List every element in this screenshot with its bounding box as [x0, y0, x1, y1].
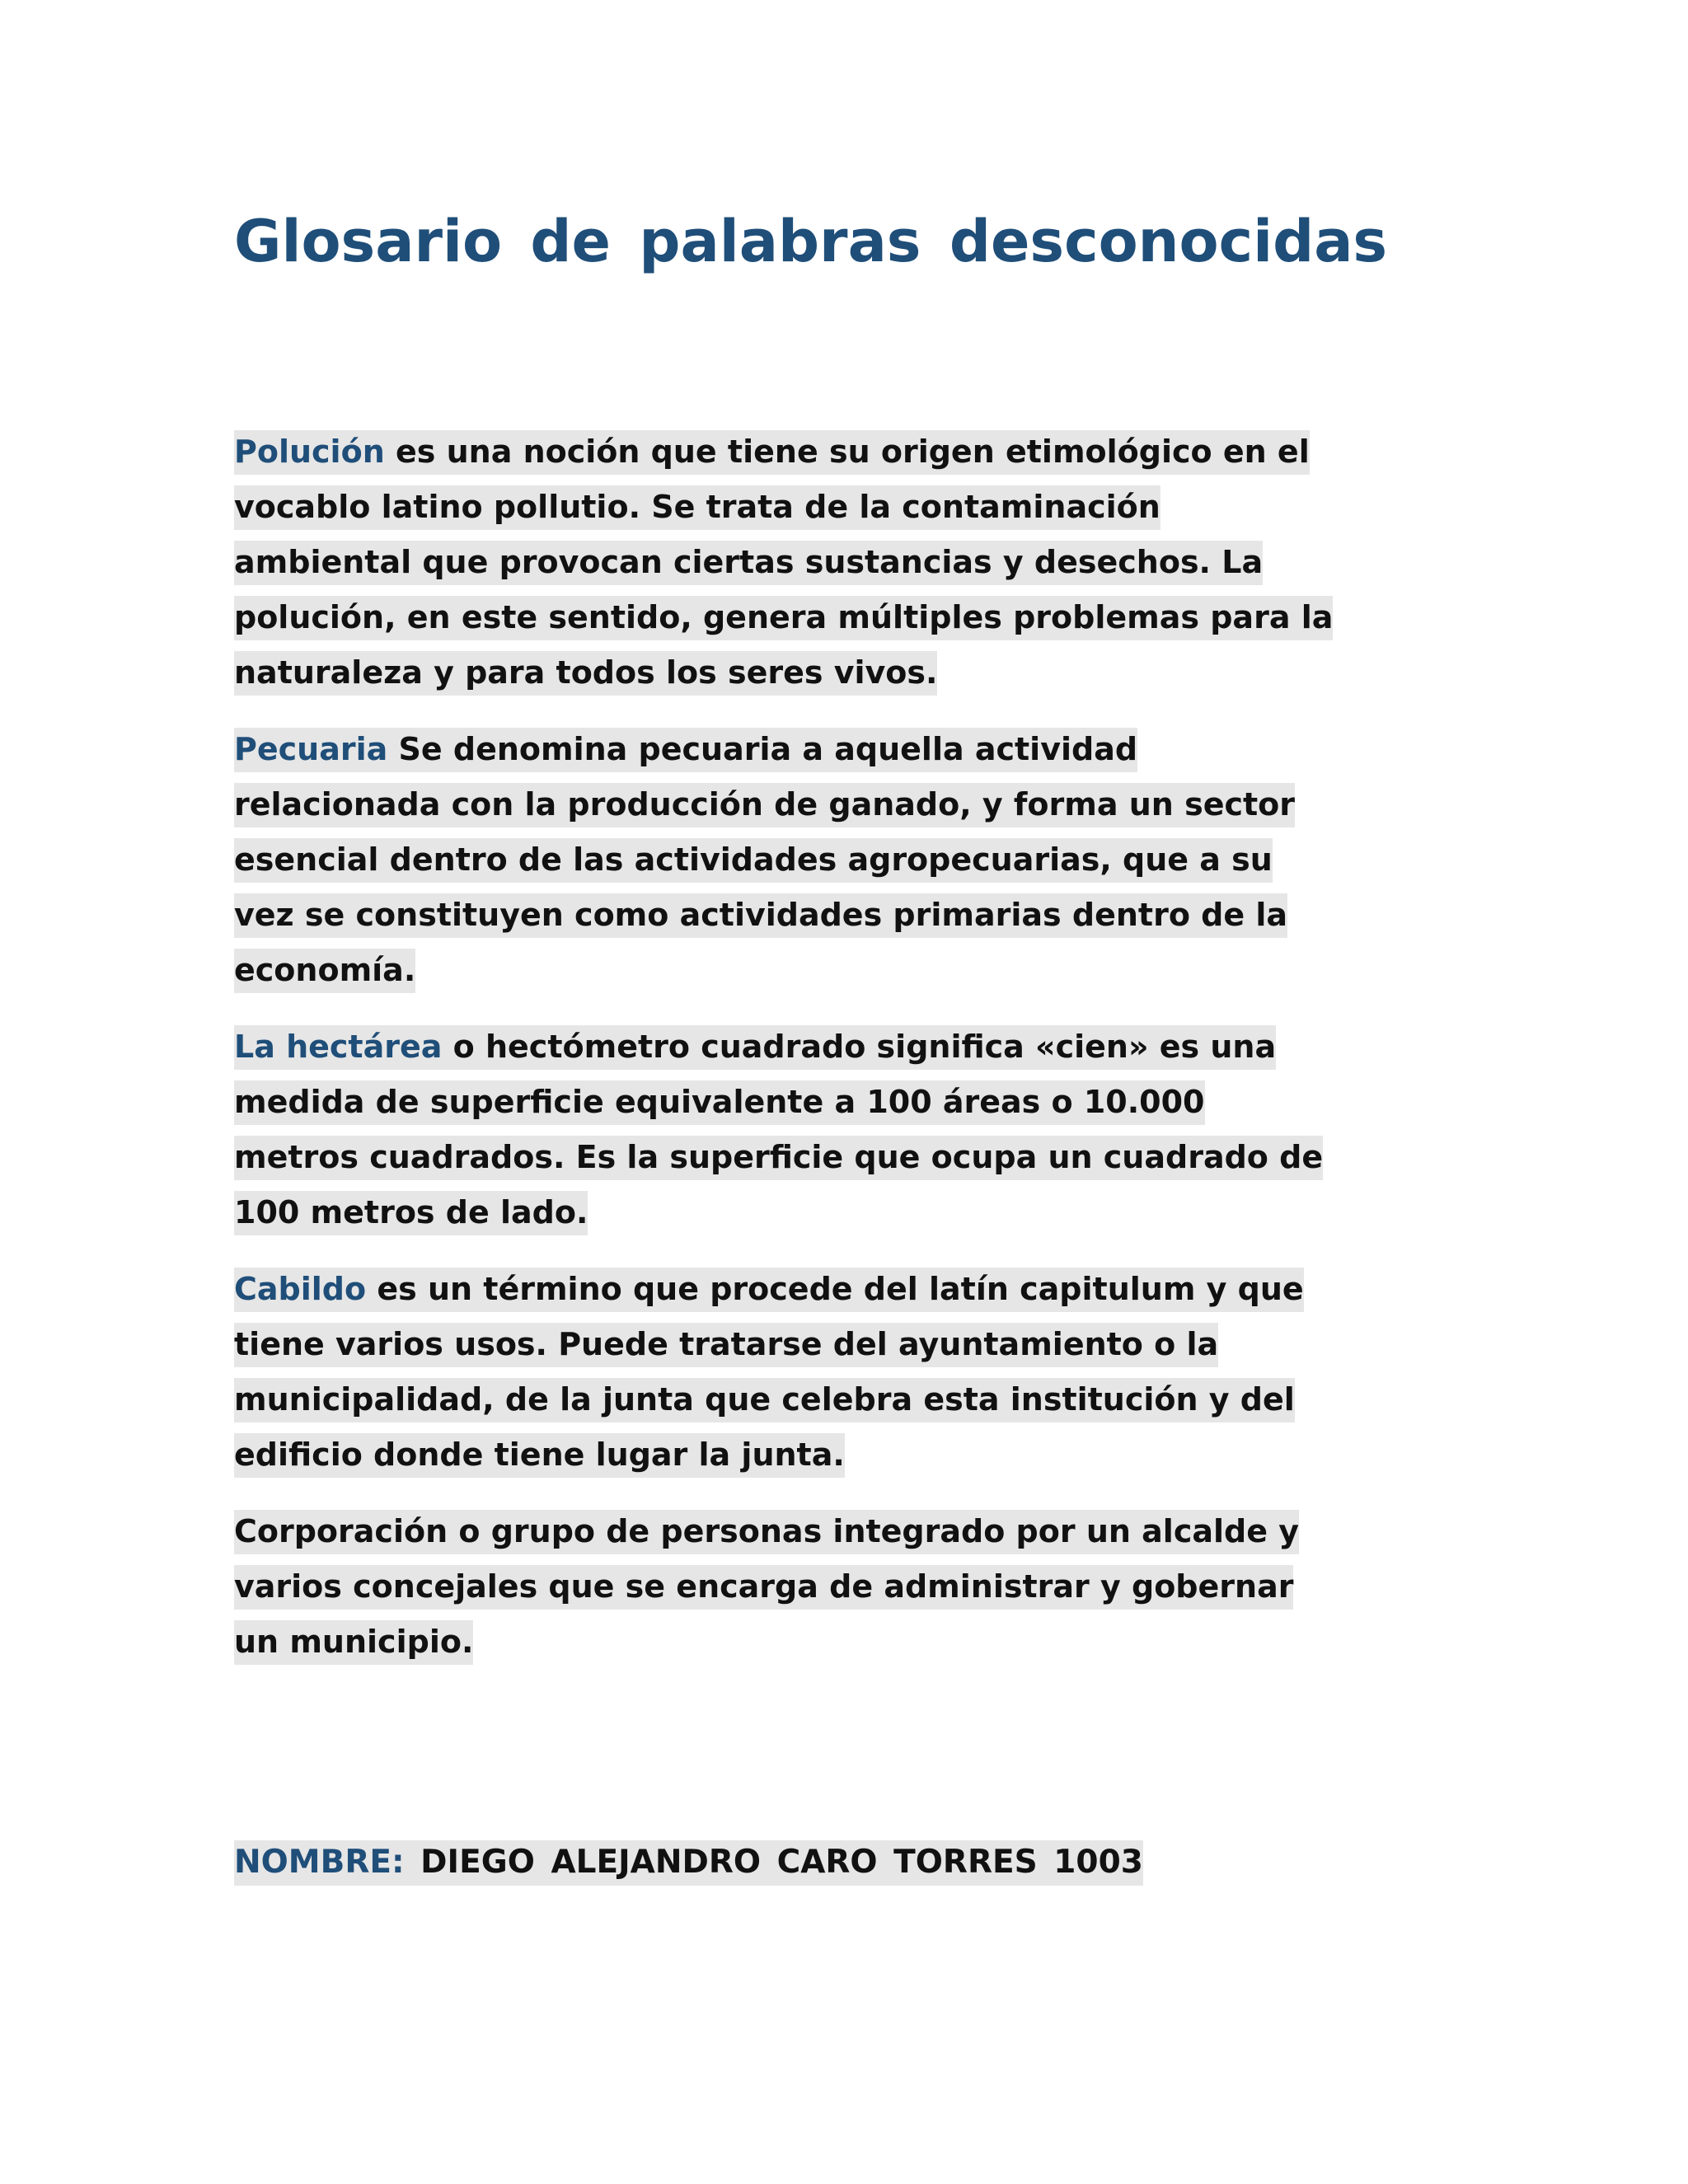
glossary-entry-cabildo — [234, 1262, 1454, 1483]
definition-text: 100 metros de lado. — [234, 1191, 588, 1235]
entry-line — [234, 832, 1454, 888]
definition-text: Se denomina pecuaria a aquella actividad — [387, 731, 1138, 767]
glossary-term: La hectárea — [234, 1029, 443, 1065]
glossary-term: Cabildo — [234, 1271, 367, 1307]
definition-text: es un término que procede del latín capitulum y que — [366, 1271, 1304, 1307]
definition-text: polución, en este sentido, genera múltiples problemas para la — [234, 596, 1333, 640]
entry-line — [234, 1559, 1454, 1615]
definition-text: un municipio. — [234, 1620, 473, 1665]
page-title: Glosario de palabras desconocidas — [234, 208, 1388, 275]
entry-line — [234, 1427, 1454, 1483]
entry-line — [234, 1317, 1454, 1372]
entry-line — [234, 480, 1454, 535]
entry-line — [234, 1262, 1454, 1317]
entry-line — [234, 535, 1454, 590]
definition-text: Corporación o grupo de personas integrado por un alcalde y — [234, 1510, 1299, 1554]
definition-text: varios concejales que se encarga de administrar y gobernar — [234, 1565, 1293, 1610]
definition-text: ambiental que provocan ciertas sustancias y desechos. La — [234, 541, 1263, 585]
glossary-term: Polución — [234, 434, 385, 470]
entry-line — [234, 590, 1454, 645]
entry-line — [234, 1019, 1454, 1075]
entry-line — [234, 943, 1454, 998]
author-name: DIEGO ALEJANDRO CARO TORRES 1003 — [404, 1844, 1143, 1881]
definition-text: vocablo latino pollutio. Se trata de la contaminación — [234, 485, 1160, 530]
glossary-entry-corporacion — [234, 1504, 1454, 1670]
entry-line — [234, 1504, 1454, 1559]
definition-text: edificio donde tiene lugar la junta. — [234, 1433, 845, 1478]
definition-text: municipalidad, de la junta que celebra esta institución y del — [234, 1378, 1295, 1422]
entry-line — [234, 888, 1454, 943]
definition-text: economía. — [234, 949, 415, 993]
definition-text: tiene varios usos. Puede tratarse del ayuntamiento o la — [234, 1323, 1218, 1367]
glossary-term: Pecuaria — [234, 731, 388, 767]
definition-text: medida de superficie equivalente a 100 áreas o 10.000 — [234, 1080, 1205, 1125]
entry-line — [234, 1130, 1454, 1185]
author-label: NOMBRE: — [234, 1844, 405, 1881]
entry-line — [234, 777, 1454, 832]
entry-line — [234, 645, 1454, 701]
definition-text: es una noción que tiene su origen etimológico en el — [384, 434, 1310, 470]
glossary-list — [234, 424, 1454, 1691]
entry-line — [234, 1185, 1454, 1240]
glossary-entry-polucion — [234, 424, 1454, 701]
entry-line — [234, 1372, 1454, 1427]
author-line — [234, 1835, 1143, 1890]
definition-text: esencial dentro de las actividades agropecuarias, que a su — [234, 838, 1273, 883]
definition-text: naturaleza y para todos los seres vivos. — [234, 651, 937, 696]
glossary-entry-pecuaria — [234, 722, 1454, 998]
entry-line — [234, 1615, 1454, 1670]
definition-text: o hectómetro cuadrado significa «cien» es una — [442, 1029, 1277, 1065]
definition-text: vez se constituyen como actividades primarias dentro de la — [234, 893, 1287, 938]
entry-line — [234, 424, 1454, 480]
entry-line — [234, 722, 1454, 777]
glossary-entry-hectarea — [234, 1019, 1454, 1240]
entry-line — [234, 1075, 1454, 1130]
definition-text: metros cuadrados. Es la superficie que ocupa un cuadrado de — [234, 1136, 1323, 1180]
definition-text: relacionada con la producción de ganado, y forma un sector — [234, 783, 1295, 827]
